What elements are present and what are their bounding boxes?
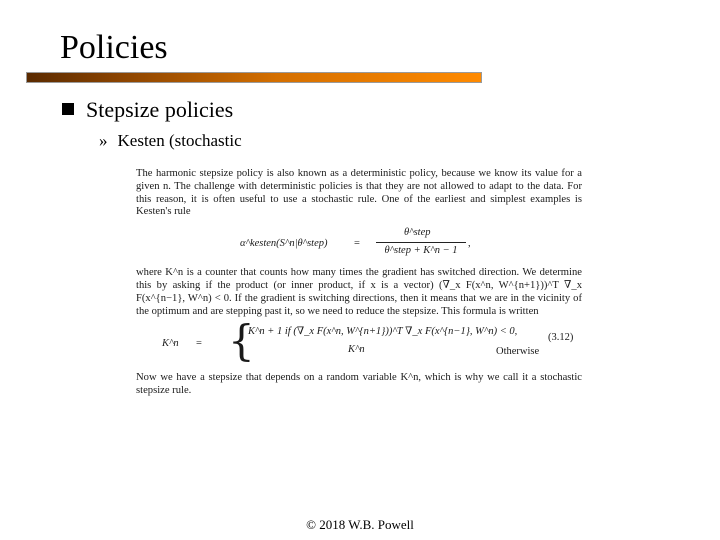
footer-copyright: © 2018 W.B. Powell [306, 517, 414, 532]
slide-title: Policies [60, 29, 168, 66]
main-bullet [62, 96, 233, 124]
kesten-equation-fraction [376, 227, 466, 258]
kesten-equation-lhs: α^kesten(S^n|θ^step) [240, 238, 328, 250]
excerpt-paragraph-2: where K^n is a counter that counts how many times the gradient has switched direction. We determine this by asking if the product (or inner product, if x is a vector) (∇_x F(x^n, W^{n+1}))^T ∇_x F(x^{n−1}, W^n) < 0. If the gradient is switching directions, then it means that we are in the vicinity of the optimum and are stepping past it, so we need to reduce the stepsize. This formula is written [136, 267, 582, 317]
sub-bullet-marker: » [99, 131, 108, 150]
kesten-equation [136, 227, 582, 261]
counter-equation-lhs: K^n [162, 338, 179, 350]
excerpt-paragraph-3: Now we have a stepsize that depends on a random variable K^n, which is why we call it a stochastic stepsize rule. [136, 372, 582, 397]
sub-bullet-text: Kesten (stochastic [117, 131, 242, 150]
kesten-numerator: θ^step [404, 227, 431, 239]
kesten-denominator: θ^step + K^n − 1 [384, 244, 458, 256]
title-underline-bar [26, 72, 482, 83]
counter-otherwise-label: Otherwise [496, 346, 540, 358]
counter-case-2: K^n [348, 344, 365, 356]
left-brace: { [228, 316, 255, 366]
book-excerpt-image [136, 168, 582, 398]
counter-equation-equals: = [196, 338, 202, 350]
excerpt-paragraph-1: The harmonic stepsize policy is also known as a deterministic policy, because we know its value for a given n. The challenge with deterministic policies is that they are not allowed to adapt to the data. For this reason, it is often useful to use a stochastic rule. One of the earliest and simplest examples is Kesten's rule [136, 168, 582, 218]
kesten-equation-equals: = [354, 238, 360, 250]
counter-equation [136, 316, 582, 366]
main-bullet-text: Stepsize policies [86, 97, 234, 122]
counter-case-1: K^n + 1 if (∇_x F(x^n, W^{n+1}))^T ∇_x F(x^{n−1}, W^n) < 0, [248, 326, 518, 338]
fraction-bar [376, 242, 466, 243]
equation-number: (3.12) [548, 332, 574, 344]
square-bullet-icon [62, 103, 74, 115]
kesten-equation-comma: , [468, 238, 471, 250]
sub-bullet [99, 130, 242, 152]
